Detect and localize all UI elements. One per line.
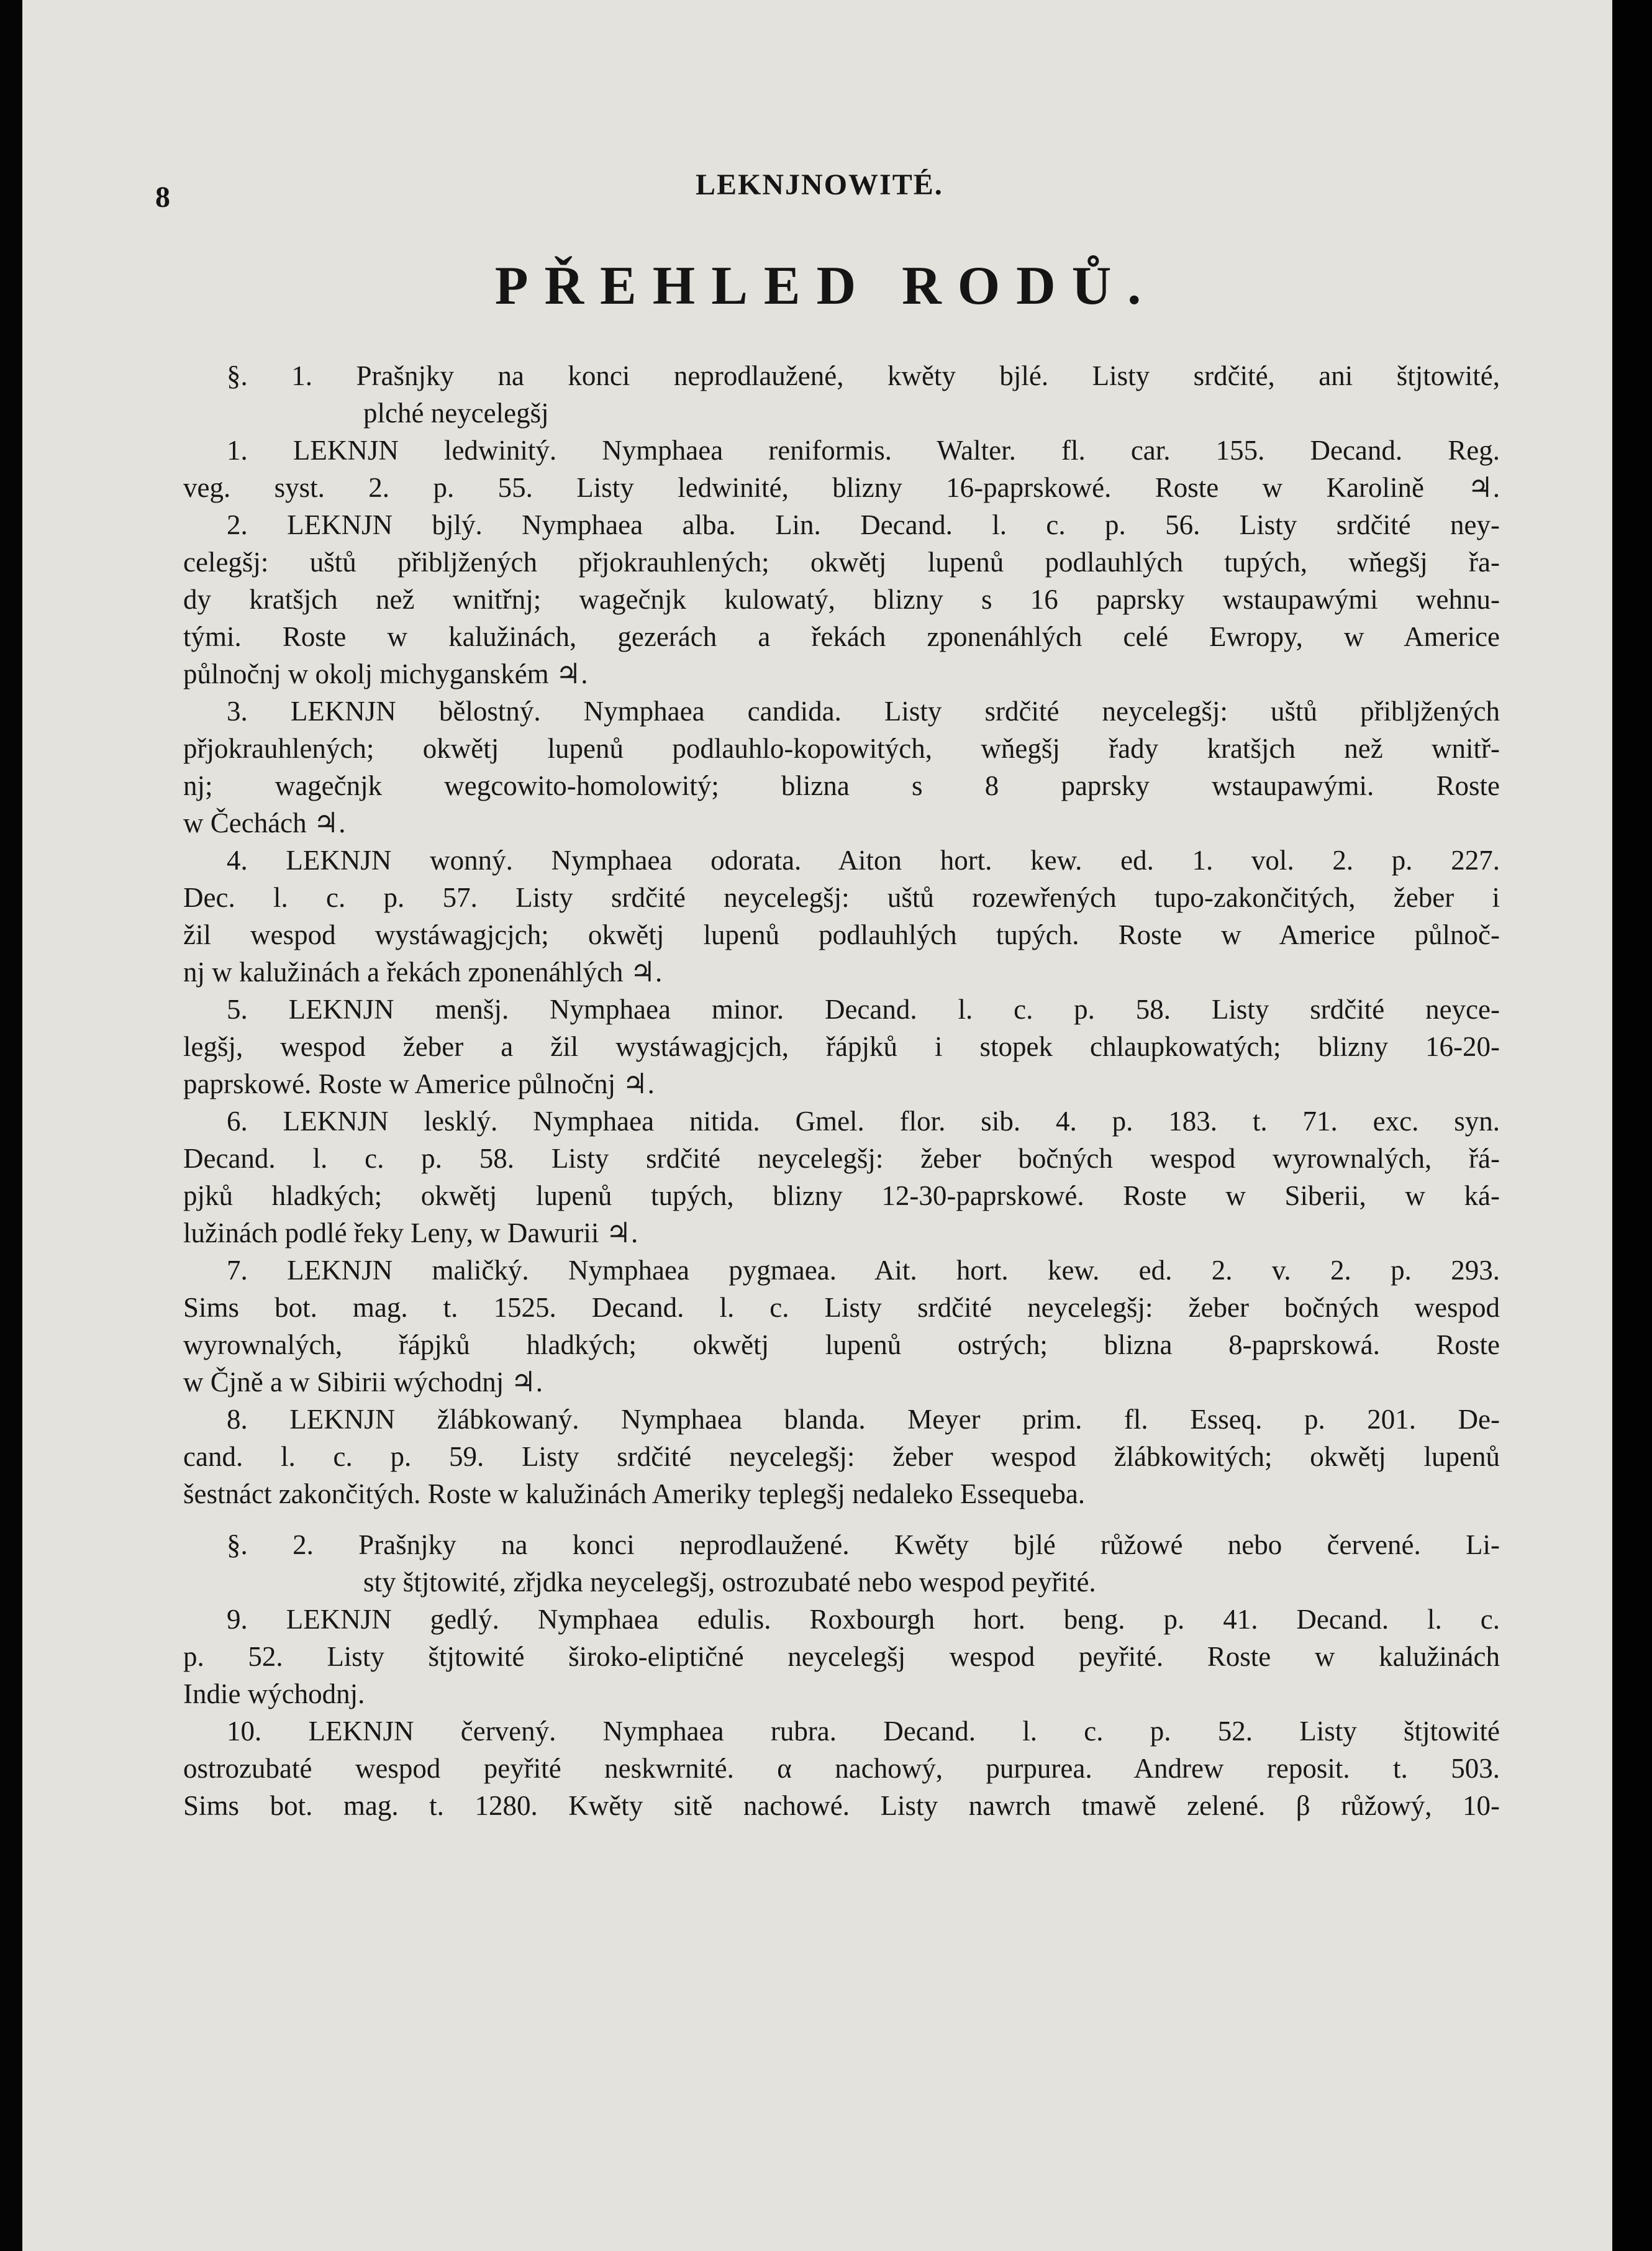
text-line: w Čjně a w Sibirii wýchodnj ♃. — [183, 1367, 543, 1398]
text-line: šestnáct zakončitých. Roste w kalužinách Ameriky teplegšj nedaleko Essequeba. — [183, 1478, 1086, 1509]
text-line: 2. LEKNJN bjlý. Nymphaea alba. Lin. Decand. l. c. p. 56. Listy srdčité ney- — [227, 509, 1500, 540]
text-line: cand. l. c. p. 59. Listy srdčité neycelegšj: žeber wespod žlábkowitých; okwětj lupenů — [183, 1441, 1500, 1472]
text-line: 6. LEKNJN lesklý. Nymphaea nitida. Gmel. flor. sib. 4. p. 183. t. 71. exc. syn. — [227, 1106, 1500, 1137]
text-line: 9. LEKNJN gedlý. Nymphaea edulis. Roxbourgh hort. beng. p. 41. Decand. l. c. — [227, 1604, 1500, 1635]
text-line: 5. LEKNJN menšj. Nymphaea minor. Decand. l. c. p. 58. Listy srdčité neyce- — [227, 994, 1500, 1025]
text-line: Decand. l. c. p. 58. Listy srdčité neycelegšj: žeber bočných wespod wyrownalých, řá- — [183, 1143, 1500, 1174]
body-text — [183, 357, 1500, 1824]
running-head: LEKNJNOWITÉ. — [696, 168, 943, 201]
scan-border — [1612, 0, 1652, 2251]
text-line: 1. LEKNJN ledwinitý. Nymphaea reniformis. Walter. fl. car. 155. Decand. Reg. — [227, 435, 1500, 466]
text-line: přjokrauhlených; okwětj lupenů podlauhlo-kopowitých, wňegšj řady kratšjch než wnitř- — [183, 733, 1500, 764]
text-line: 7. LEKNJN maličký. Nymphaea pygmaea. Ait. hort. kew. ed. 2. v. 2. p. 293. — [227, 1255, 1500, 1286]
text-line: veg. syst. 2. p. 55. Listy ledwinité, blizny 16-paprskowé. Roste w Karolině ♃. — [183, 472, 1500, 503]
text-line: legšj, wespod žeber a žil wystáwagjcjch, řápjků i stopek chlaupkowatých; blizny 16-20- — [183, 1031, 1500, 1062]
text-line: půlnočnj w okolj michyganském ♃. — [183, 658, 588, 689]
text-line: 4. LEKNJN wonný. Nymphaea odorata. Aiton hort. kew. ed. 1. vol. 2. p. 227. — [227, 845, 1500, 876]
text-line: Indie wýchodnj. — [183, 1678, 365, 1709]
text-line: žil wespod wystáwagjcjch; okwětj lupenů podlauhlých tupých. Roste w Americe půlnoč- — [183, 919, 1500, 950]
text-line: 8. LEKNJN žlábkowaný. Nymphaea blanda. Meyer prim. fl. Esseq. p. 201. De- — [227, 1404, 1500, 1435]
page-title: PŘEHLED RODŮ. — [494, 256, 1158, 316]
text-line: Dec. l. c. p. 57. Listy srdčité neycelegšj: uštů rozewřených tupo-zakončitých, žeber i — [183, 882, 1500, 913]
text-line: §. 1. Prašnjky na konci neprodlaužené, kwěty bjlé. Listy srdčité, ani štjtowité, — [227, 360, 1500, 391]
page-number: 8 — [155, 181, 170, 214]
text-line: §. 2. Prašnjky na konci neprodlaužené. Kwěty bjlé růžowé nebo červené. Li- — [227, 1529, 1500, 1560]
text-line: Sims bot. mag. t. 1525. Decand. l. c. Listy srdčité neycelegšj: žeber bočných wespod — [183, 1292, 1500, 1323]
text-line: paprskowé. Roste w Americe půlnočnj ♃. — [183, 1068, 655, 1099]
text-line: Sims bot. mag. t. 1280. Kwěty sitě nachowé. Listy nawrch tmawě zelené. β růžowý, 10- — [183, 1790, 1500, 1821]
text-line: celegšj: uštů přibljžených přjokrauhlených; okwětj lupenů podlauhlých tupých, wňegšj řa- — [183, 547, 1500, 578]
text-line: ostrozubaté wespod peyřité neskwrnité. α nachowý, purpurea. Andrew reposit. t. 503. — [183, 1753, 1500, 1784]
text-line: sty štjtowité, zřjdka neycelegšj, ostrozubaté nebo wespod peyřité. — [363, 1567, 1096, 1598]
text-line: dy kratšjch než wnitřnj; wagečnjk kulowatý, blizny s 16 paprsky wstaupawými wehnu- — [183, 584, 1500, 615]
text-line: tými. Roste w kalužinách, gezerách a řekách zponenáhlých celé Ewropy, w Americe — [183, 621, 1500, 652]
text-line: wyrownalých, řápjků hladkých; okwětj lupenů ostrých; blizna 8-paprskowá. Roste — [183, 1329, 1500, 1360]
text-line: lužinách podlé řeky Leny, w Dawurii ♃. — [183, 1217, 638, 1248]
text-line: p. 52. Listy štjtowité široko-eliptičné neycelegšj wespod peyřité. Roste w kalužinách — [183, 1641, 1500, 1672]
text-line: plché neycelegšj — [363, 398, 549, 429]
text-line: w Čechách ♃. — [183, 807, 346, 839]
text-line: nj w kalužinách a řekách zponenáhlých ♃. — [183, 957, 663, 988]
text-line: nj; wagečnjk wegcowito-homolowitý; blizna s 8 paprsky wstaupawými. Roste — [183, 770, 1500, 801]
text-line: 10. LEKNJN červený. Nymphaea rubra. Decand. l. c. p. 52. Listy štjtowité — [227, 1716, 1500, 1747]
text-line: pjků hladkých; okwětj lupenů tupých, blizny 12-30-paprskowé. Roste w Siberii, w ká- — [183, 1180, 1500, 1211]
text-line: 3. LEKNJN bělostný. Nymphaea candida. Listy srdčité neycelegšj: uštů přibljžených — [227, 696, 1500, 727]
